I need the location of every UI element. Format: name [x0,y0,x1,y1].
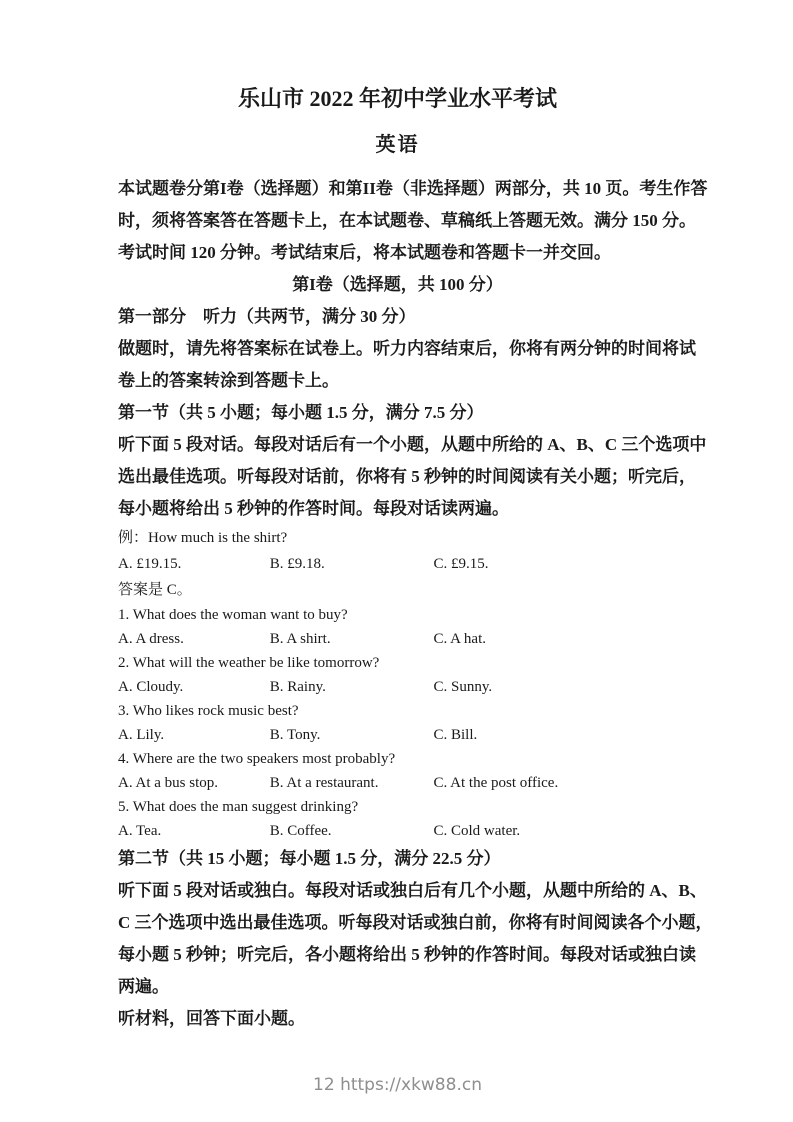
exam-intro-paragraph [118,173,708,269]
question-text: 3. Who likes rock music best? [118,703,299,719]
question-options-row [118,771,677,795]
question-item [118,795,677,843]
question-options-row [118,675,677,699]
question-option-a: A. At a bus stop. [118,775,219,791]
material-note: 听材料，回答下面小题。 [118,1009,305,1028]
example-block [118,525,677,603]
question-option-b: B. At a restaurant. [269,775,379,791]
section2-instruction-line: 两遍。 [118,977,169,996]
question-item [118,651,677,699]
section1-instructions [118,429,707,525]
question-option-c: C. Bill. [433,727,478,743]
section2-title: 第二节（共 15 小题；每小题 1.5 分，满分 22.5 分） [118,849,501,868]
question-option-a: A. Lily. [118,727,165,743]
question-item [118,699,677,747]
part1-header: 第I卷（选择题，共 100 分） [292,275,503,294]
intro-line: 时，须将答案答在答题卡上，在本试题卷、草稿纸上答题无效。满分 150 分。 [118,211,696,230]
question-option-a: A. Tea. [118,823,162,839]
listening-note-paragraph [118,333,696,397]
section1-title: 第一节（共 5 小题；每小题 1.5 分，满分 7.5 分） [118,403,484,422]
question-option-a: A. A dress. [118,631,184,647]
exam-subject: 英语 [375,134,420,156]
section1-instruction-line: 选出最佳选项。听每段对话前，你将有 5 秒钟的时间阅读有关小题；听完后， [118,467,696,486]
question-text: 1. What does the woman want to buy? [118,607,348,623]
example-option-a: A. £19.15. [118,556,182,572]
section1-instruction-line: 听下面 5 段对话。每段对话后有一个小题，从题中所给的 A、B、C 三个选项中 [118,435,707,454]
section1-instruction-line: 每小题将给出 5 秒钟的作答时间。每段对话读两遍。 [118,499,509,518]
example-option-b: B. £9.18. [269,556,325,572]
example-prompt: 例：How much is the shirt? [118,530,288,546]
intro-line: 考试时间 120 分钟。考试结束后，将本试题卷和答题卡一并交回。 [118,243,611,262]
question-option-b: B. Coffee. [269,823,332,839]
listening-note-line: 卷上的答案转涂到答题卡上。 [118,371,339,390]
question-options-row [118,627,677,651]
question-text: 2. What will the weather be like tomorrow? [118,655,380,671]
question-options-row [118,723,677,747]
section2-instructions [118,875,713,1003]
section2-instruction-line: 听下面 5 段对话或独白。每段对话或独白后有几个小题，从题中所给的 A、B、 [118,881,707,900]
question-option-c: C. A hat. [433,631,487,647]
question-option-a: A. Cloudy. [118,679,184,695]
intro-line: 本试题卷分第I卷（选择题）和第II卷（非选择题）两部分，共 10 页。考生作答 [118,179,708,198]
question-option-b: B. Rainy. [269,679,326,695]
question-option-b: B. A shirt. [269,631,331,647]
question-item [118,603,677,651]
question-text: 4. Where are the two speakers most probably? [118,751,396,767]
question-option-c: C. Cold water. [433,823,521,839]
question-list [118,603,677,843]
question-item [118,747,677,795]
question-option-b: B. Tony. [269,727,321,743]
section2-instruction-line: 每小题 5 秒钟；听完后，各小题将给出 5 秒钟的作答时间。每段对话或独白读 [118,945,696,964]
part1-section-title: 第一部分 听力（共两节，满分 30 分） [118,307,416,326]
question-options-row [118,819,677,843]
question-text: 5. What does the man suggest drinking? [118,799,359,815]
example-option-c: C. £9.15. [433,556,489,572]
listening-note-line: 做题时，请先将答案标在试卷上。听力内容结束后，你将有两分钟的时间将试 [118,339,696,358]
question-option-c: C. At the post office. [433,775,559,791]
example-options-row [118,551,677,577]
example-answer: 答案是 C。 [118,582,192,598]
exam-title: 乐山市 2022 年初中学业水平考试 [237,86,557,111]
page-footer-watermark: 12 https://xkw88.cn [313,1075,482,1095]
section2-instruction-line: C 三个选项中选出最佳选项。听每段对话或独白前，你将有时间阅读各个小题， [118,913,713,932]
question-option-c: C. Sunny. [433,679,493,695]
